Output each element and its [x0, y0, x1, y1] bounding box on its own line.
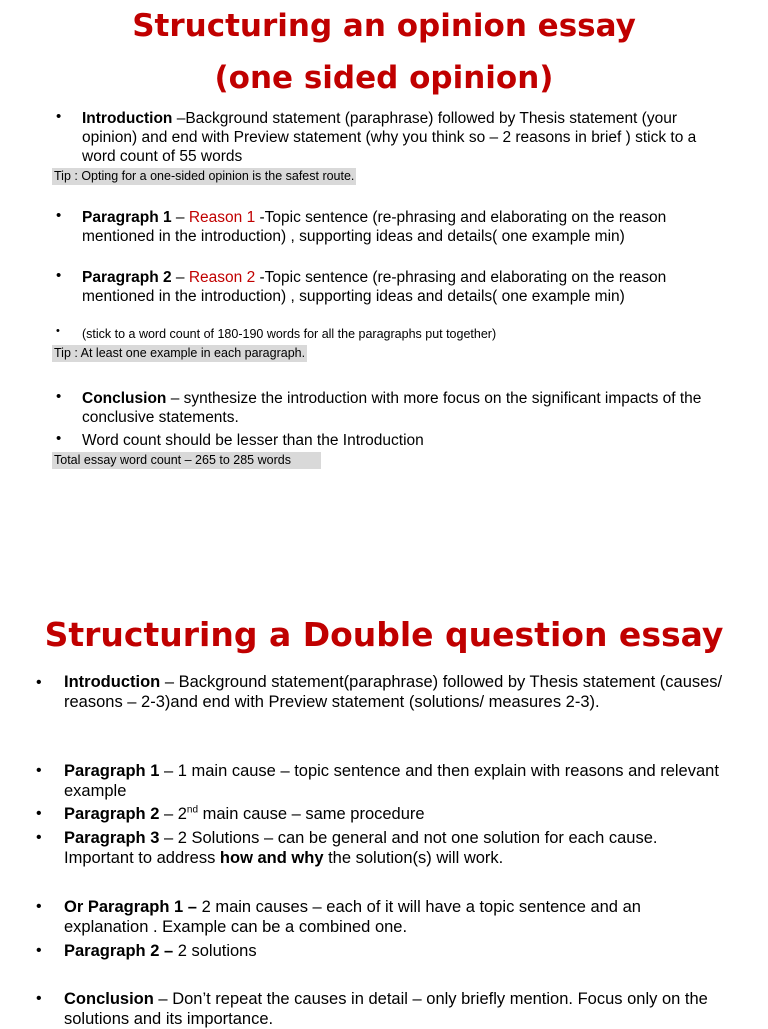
word-count-line: Word count should be lesser than the Introduction [82, 432, 424, 449]
reason-2-label: Reason 2 [188, 269, 256, 286]
paragraph-3-body: – 2 Solutions – can be general and not one solution for each cause. Important to address [64, 829, 658, 867]
slide-title-line1: Structuring an opinion essay [132, 8, 636, 44]
bullet-icon: • [36, 829, 42, 846]
paragraph-2-pre: – 2 [159, 805, 187, 823]
paragraph-2-text [82, 268, 732, 306]
introduction-label: Introduction [64, 673, 161, 691]
alt-paragraph-1-text [64, 897, 724, 937]
bullet-icon: • [36, 674, 42, 691]
bullet-icon: • [36, 805, 42, 822]
conclusion-label: Conclusion [82, 390, 167, 407]
bullet-icon: • [36, 898, 42, 915]
paragraph-3-emphasis: how and why [219, 849, 324, 867]
paragraph-2-dash: – [171, 269, 189, 286]
conclusion-body: – Don’t repeat the causes in detail – only briefly mention. Focus only on the solutions and its importance. [64, 990, 708, 1028]
slide-title-line2: (one sided opinion) [214, 60, 554, 96]
introduction-text [64, 672, 724, 712]
bullet-icon: • [56, 207, 62, 224]
introduction-body: – Background statement(paraphrase) followed by Thesis statement (causes/ reasons – 2-3)and end with Preview statement (solutions/ measures 2-3). [64, 673, 723, 711]
paragraph-2-label: Paragraph 2 [64, 805, 160, 823]
paragraph-2-body: main cause – same procedure [198, 805, 425, 823]
alt-paragraph-1-label: Or Paragraph 1 – [64, 898, 197, 916]
tip-example: Tip : At least one example in each paragraph. [54, 346, 306, 360]
conclusion-label: Conclusion [64, 990, 154, 1008]
bullet-icon: • [56, 325, 60, 337]
tip-one-sided: Tip : Opting for a one-sided opinion is the safest route. [54, 169, 355, 183]
bullet-icon: • [36, 762, 42, 779]
paragraph-1-text [64, 761, 724, 801]
total-word-count: Total essay word count – 265 to 285 words [52, 452, 321, 469]
alt-paragraph-2-label: Paragraph 2 – [64, 942, 174, 960]
paragraph-2-label: Paragraph 2 [82, 269, 172, 286]
ordinal-suffix: nd [186, 804, 199, 816]
paragraph-3-label: Paragraph 3 [64, 829, 160, 847]
alt-paragraph-1-body: 2 main causes – each of it will have a topic sentence and an explanation . Example can be a combined one. [64, 898, 641, 936]
reason-1-label: Reason 1 [188, 209, 256, 226]
paragraph-3-text [64, 828, 714, 868]
alt-paragraph-2-text [64, 941, 257, 961]
slide-title: Structuring a Double question essay [44, 615, 724, 654]
slide-double-question-essay [0, 596, 768, 1028]
bullet-icon: • [36, 942, 42, 959]
paragraph-2-text [64, 804, 425, 824]
paragraph-1-label: Paragraph 1 [82, 209, 172, 226]
paragraph-2-body: -Topic sentence (re-phrasing and elaborating on the reason mentioned in the introduction) , supporting ideas and details( one example min) [82, 269, 667, 305]
bullet-icon: • [56, 267, 62, 284]
bullet-icon: • [56, 388, 62, 405]
paragraph-1-body: -Topic sentence (re-phrasing and elaborating on the reason mentioned in the introduction) , supporting ideas and details( one example min) [82, 209, 667, 245]
paragraph-1-text [82, 208, 732, 246]
introduction-label: Introduction [82, 110, 173, 127]
paragraph-1-label: Paragraph 1 [64, 762, 160, 780]
word-count-note: (stick to a word count of 180-190 words for all the paragraphs put together) [82, 327, 497, 341]
alt-paragraph-2-body: 2 solutions [173, 942, 257, 960]
introduction-text [82, 109, 732, 166]
conclusion-text [82, 389, 722, 427]
conclusion-text [64, 989, 724, 1029]
conclusion-body: – synthesize the introduction with more focus on the significant impacts of the conclusive statements. [82, 390, 702, 426]
bullet-icon: • [56, 430, 62, 447]
bullet-icon: • [36, 990, 42, 1007]
paragraph-1-body: – 1 main cause – topic sentence and then explain with reasons and relevant example [64, 762, 719, 800]
introduction-body: –Background statement (paraphrase) followed by Thesis statement (your opinion) and end with Preview statement (why you think so – 2 reasons in brief ) stick to a word count of 55 words [82, 110, 697, 165]
paragraph-1-dash: – [171, 209, 189, 226]
paragraph-3-body-end: the solution(s) will work. [323, 849, 504, 867]
bullet-icon: • [56, 108, 62, 125]
